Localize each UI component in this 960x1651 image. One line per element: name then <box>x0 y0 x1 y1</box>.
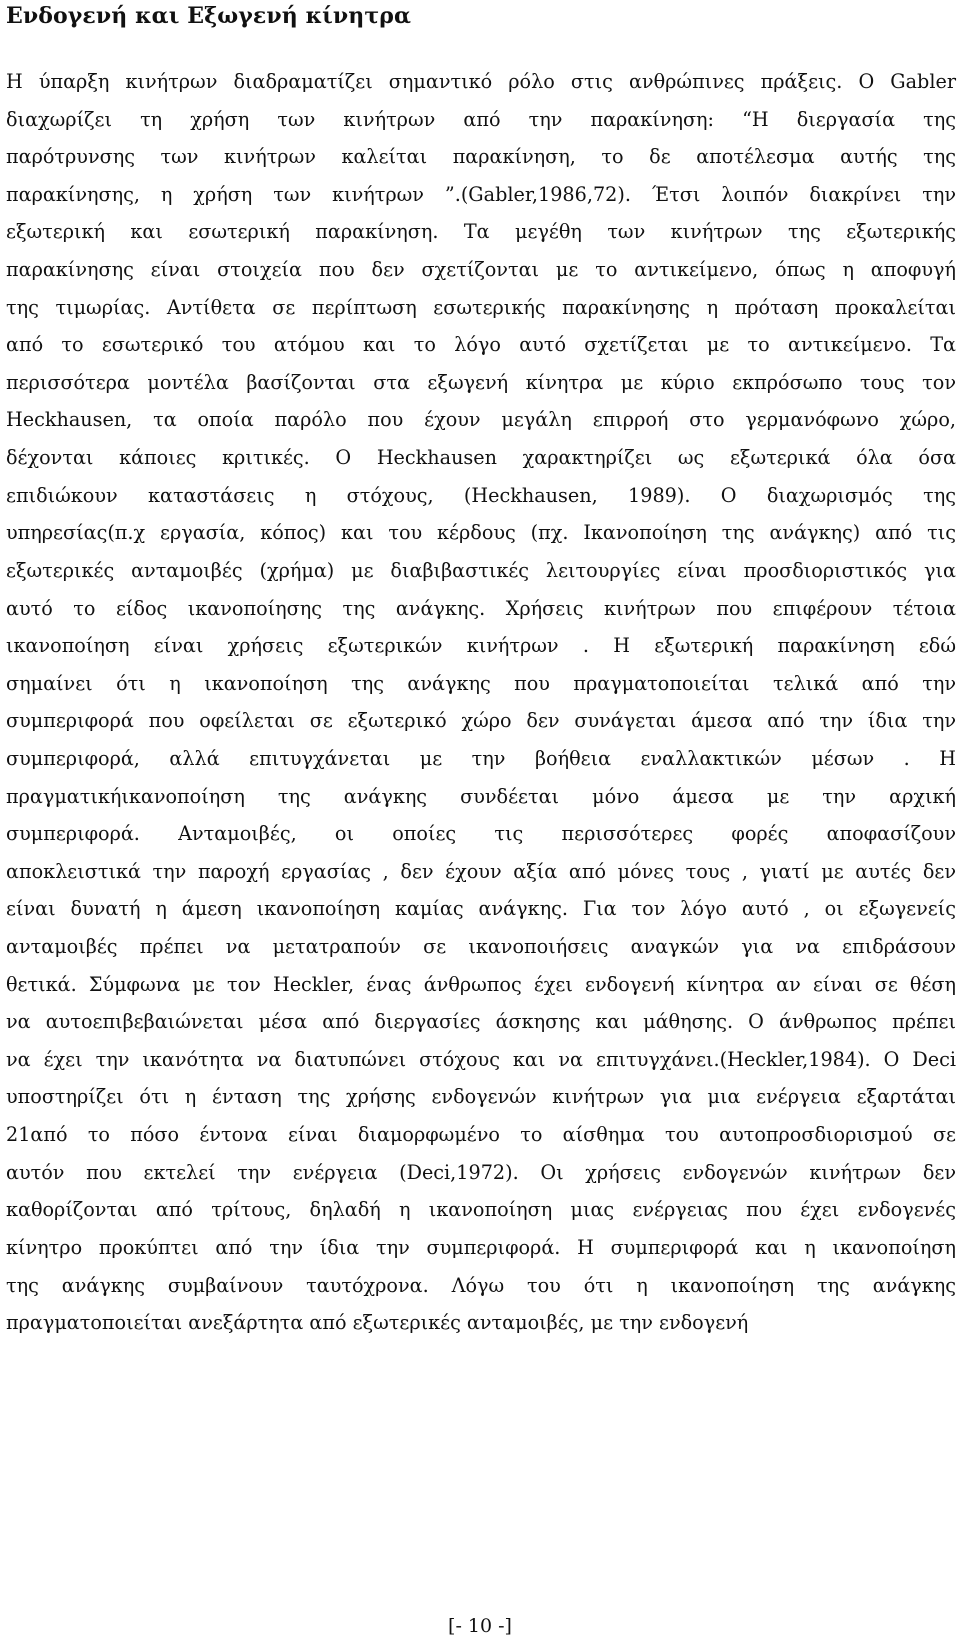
text-line: να έχει την ικανότητα να διατυπώνει στόχους και να επιτυγχάνει.(Heckler,1984). Ο Deci <box>6 1047 956 1071</box>
text-line: καθορίζονται από τρίτους, δηλαδή η ικανοποίηση μιας ενέργειας που έχει ενδογενές <box>6 1198 956 1222</box>
text-line: αυτόν που εκτελεί την ενέργεια (Deci,1972). Οι χρήσεις ενδογενών κινήτρων δεν <box>6 1160 956 1184</box>
text-line: συμπεριφορά, αλλά επιτυγχάνεται με την βοήθεια εναλλακτικών μέσων . Η <box>6 746 956 770</box>
text-line: αυτό το είδος ικανοποίησης της ανάγκης. Χρήσεις κινήτρων που επιφέρουν τέτοια <box>6 596 956 620</box>
text-line: δέχονται κάποιες κριτικές. Ο Heckhausen χαρακτηρίζει ως εξωτερικά όλα όσα <box>6 446 956 470</box>
text-line: από το εσωτερικό του ατόμου και το λόγο αυτό σχετίζεται με το αντικείμενο. Τα <box>6 333 956 357</box>
text-line: σημαίνει ότι η ικανοποίηση της ανάγκης που πραγματοποιείται τελικά από την <box>6 671 956 695</box>
text-line: 21από το πόσο έντονα είναι διαμορφωμένο το αίσθημα του αυτοπροσδιορισμού σε <box>6 1123 956 1147</box>
text-line: παρακίνησης, η χρήση των κινήτρων ”.(Gabler,1986,72). Έτσι λοιπόν διακρίνει την <box>6 182 956 206</box>
text-line: Heckhausen, τα οποία παρόλο που έχουν μεγάλη επιρροή στο γερμανόφωνο χώρο, <box>6 408 956 432</box>
text-line: περισσότερα μοντέλα βασίζονται στα εξωγενή κίνητρα με κύριο εκπρόσωπο τους τον <box>6 370 956 394</box>
text-line: να αυτοεπιβεβαιώνεται μέσα από διεργασίες άσκησης και μάθησης. Ο άνθρωπος πρέπει <box>6 1010 956 1034</box>
text-line: της ανάγκης συμβαίνουν ταυτόχρονα. Λόγω του ότι η ικανοποίηση της ανάγκης <box>6 1273 956 1297</box>
section-heading: Ενδογενή και Εξωγενή κίνητρα <box>6 3 412 29</box>
text-line: συμπεριφορά που οφείλεται σε εξωτερικό χώρο δεν συνάγεται άμεσα από την ίδια την <box>6 709 956 733</box>
text-line: επιδιώκουν καταστάσεις η στόχους, (Heckhausen, 1989). Ο διαχωρισμός της <box>6 483 956 507</box>
text-line: συμπεριφορά. Ανταμοιβές, οι οποίες τις περισσότερες φορές αποφασίζουν <box>6 822 956 846</box>
text-line: εξωτερικές ανταμοιβές (χρήμα) με διαβιβαστικές λειτουργίες είναι προσδιοριστικός για <box>6 558 956 582</box>
text-line: παρότρυνσης των κινήτρων καλείται παρακίνηση, το δε αποτέλεσμα αυτής της <box>6 145 956 169</box>
text-line: της τιμωρίας. Αντίθετα σε περίπτωση εσωτερικής παρακίνησης η πρόταση προκαλείται <box>6 295 956 319</box>
text-line: αποκλειστικά την παροχή εργασίας , δεν έχουν αξία από μόνες τους , γιατί με αυτές δεν <box>6 859 956 883</box>
text-line: κίνητρο προκύπτει από την ίδια την συμπεριφορά. Η συμπεριφορά και η ικανοποίηση <box>6 1235 956 1259</box>
body-paragraph <box>6 63 956 1342</box>
text-line: πραγματικήικανοποίηση της ανάγκης συνδέεται μόνο άμεσα με την αρχική <box>6 784 956 808</box>
page-number: [- 10 -] <box>448 1615 512 1637</box>
text-line: Η ύπαρξη κινήτρων διαδραματίζει σημαντικό ρόλο στις ανθρώπινες πράξεις. Ο Gabler <box>6 70 956 93</box>
text-line: ανταμοιβές πρέπει να μετατραπούν σε ικανοποιήσεις αναγκών για να επιδράσουν <box>6 935 956 959</box>
text-line: ικανοποίηση είναι χρήσεις εξωτερικών κινήτρων . Η εξωτερική παρακίνηση εδώ <box>6 634 956 658</box>
text-line: υπηρεσίας(π.χ εργασία, κόπος) και του κέρδους (πχ. Ικανοποίηση της ανάγκης) από τις <box>6 521 956 545</box>
text-line: είναι δυνατή η άμεση ικανοποίηση καμίας ανάγκης. Για τον λόγο αυτό , οι εξωγενείς <box>6 897 956 921</box>
text-line: παρακίνησης είναι στοιχεία που δεν σχετίζονται με το αντικείμενο, όπως η αποφυγή <box>6 258 956 282</box>
text-line: πραγματοποιείται ανεξάρτητα από εξωτερικές ανταμοιβές, με την ενδογενή <box>6 1311 749 1335</box>
text-line: θετικά. Σύμφωνα με τον Heckler, ένας άνθρωπος έχει ενδογενή κίνητρα αν είναι σε θέση <box>6 972 956 996</box>
text-line: εξωτερική και εσωτερική παρακίνηση. Τα μεγέθη των κινήτρων της εξωτερικής <box>6 220 956 244</box>
text-line: διαχωρίζει τη χρήση των κινήτρων από την παρακίνηση: “Η διεργασία της <box>6 107 956 131</box>
text-line: υποστηρίζει ότι η ένταση της χρήσης ενδογενών κινήτρων για μια ενέργεια εξαρτάται <box>6 1085 956 1109</box>
